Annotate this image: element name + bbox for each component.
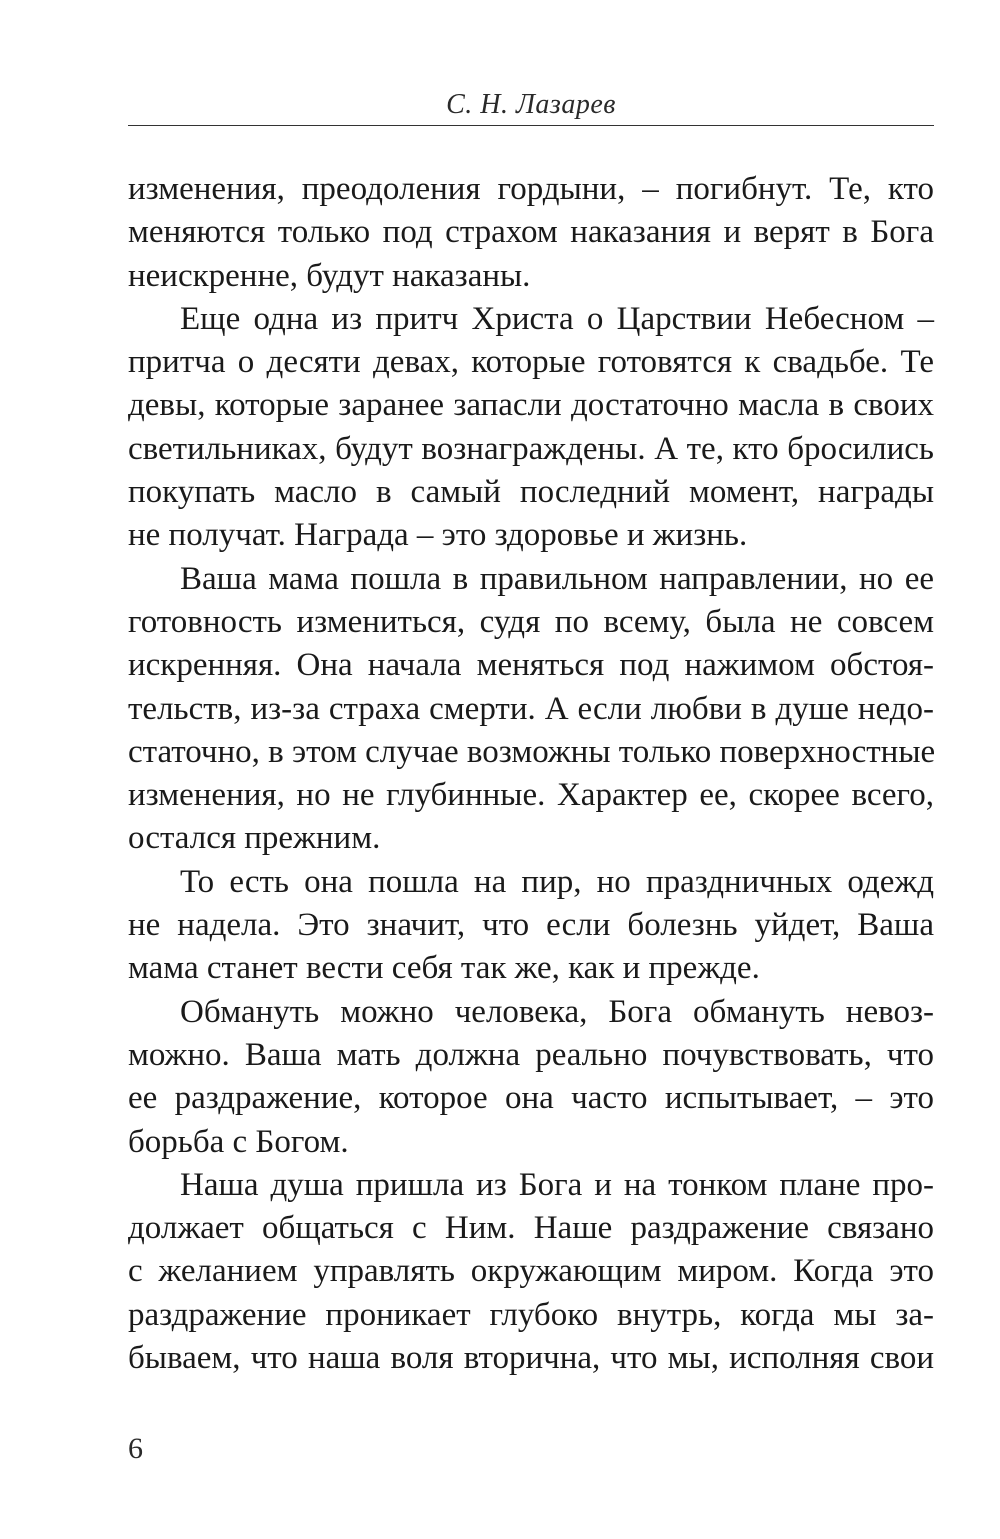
text-line: борьба с Богом. <box>128 1123 349 1160</box>
text-line: притча о десяти девах, которые готовятся к свадьбе. Те <box>128 344 934 381</box>
text-line: искренняя. Она начала меняться под нажимом обстоя- <box>128 647 934 684</box>
text-line: мама станет вести себя так же, как и прежде. <box>128 950 760 987</box>
text-line: с желанием управлять окружающим миром. Когда это <box>128 1253 934 1290</box>
header-divider <box>128 125 934 126</box>
text-line: бываем, что наша воля вторична, что мы, исполняя свои <box>128 1340 934 1377</box>
text-line: меняются только под страхом наказания и верят в Бога <box>128 214 934 251</box>
text-line: тельств, из-за страха смерти. А если любви в душе недо- <box>128 690 934 727</box>
text-line: Обмануть можно человека, Бога обмануть невоз- <box>180 993 934 1030</box>
text-line: изменения, преодоления гордыни, – погибнут. Те, кто <box>128 171 934 207</box>
text-line: изменения, но не глубинные. Характер ее, скорее всего, <box>128 777 934 814</box>
text-line: неискренне, будут наказаны. <box>128 257 531 294</box>
text-line: можно. Ваша мать должна реально почувствовать, что <box>128 1036 934 1073</box>
text-line: не надела. Это значит, что если болезнь уйдет, Ваша <box>128 907 934 944</box>
text-line: статочно, в этом случае возможны только поверхностные <box>128 733 936 770</box>
text-line: Ваша мама пошла в правильном направлении, но ее <box>180 560 934 597</box>
text-line: готовность измениться, судя по всему, была не совсем <box>128 603 934 640</box>
text-line: остался прежним. <box>128 820 381 857</box>
page-body <box>128 168 934 1380</box>
text-line: Еще одна из притч Христа о Царствии Небесном – <box>180 300 934 337</box>
text-line: светильниках, будут вознаграждены. А те, кто бросились <box>128 430 934 467</box>
text-line: не получат. Награда – это здоровье и жизнь. <box>128 517 748 554</box>
page-number: 6 <box>128 1432 143 1465</box>
text-line: раздражение проникает глубоко внутрь, когда мы за- <box>128 1296 934 1333</box>
text-line: девы, которые заранее запасли достаточно масла в своих <box>128 387 934 424</box>
text-line: покупать масло в самый последний момент, награды <box>128 474 934 511</box>
text-line: Наша душа пришла из Бога и на тонком плане про- <box>180 1166 934 1203</box>
text-line: ее раздражение, которое она часто испытывает, – это <box>128 1080 934 1117</box>
running-header: С. Н. Лазарев <box>446 89 616 120</box>
text-line: должает общаться с Ним. Наше раздражение связано <box>128 1210 934 1247</box>
text-line: То есть она пошла на пир, но праздничных одежд <box>180 863 934 900</box>
